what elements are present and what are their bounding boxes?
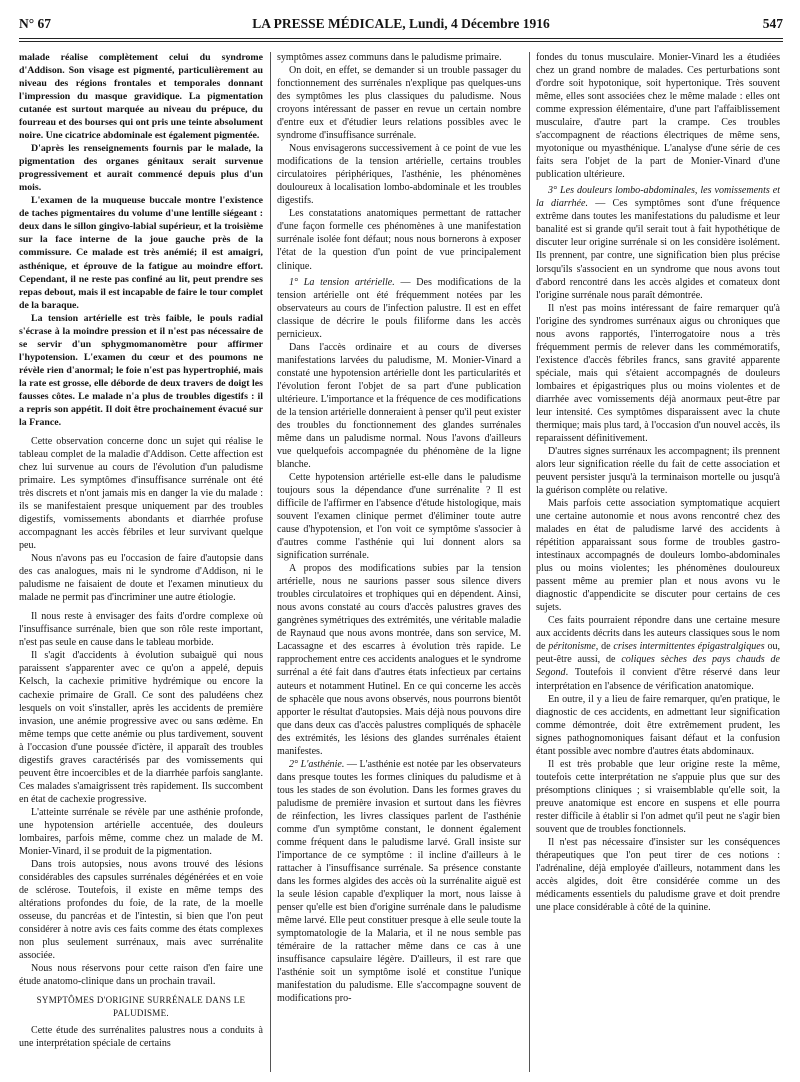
section-subheading: SYMPTÔMES D'ORIGINE SURRÉNALE DANS LE PALUDISME. [36, 995, 246, 1019]
paragraph: Cette observation concerne donc un sujet qui réalise le tableau complet de la maladie d'Addison. Cette affection est chez lui survenue au cours de l'évolution d'un paludisme primaire. Les symptômes d'insuffisance surrénale ont été très discrets et n'ont jamais mis en danger la vie du malade : ils se manifestaient presque uniquement par des troubles digestifs, vomissements abondants et diarrhée profuse accompagnant les accès fébriles et leur survivant quelque peu. [19, 435, 263, 552]
case-report-block [19, 51, 263, 429]
column-3 [536, 51, 780, 1073]
paragraph: L'examen de la muqueuse buccale montre l'existence de taches pigmentaires du volume d'une lentille siégeant : deux dans le sillon gingivo-labial supérieur, et la troisième sur la face interne de la joue gauche près de la commissure. Ce malade est très anémié; il est amaigri, asthénique, et éprouve de la fatigue au moindre effort. Cependant, il ne reste pas confiné au lit, peut prendre ses repas debout, mais il est incapable de faire le tour complet de la baraque. [19, 195, 263, 311]
paragraph: Cette hypotension artérielle est-elle dans le paludisme toujours sous la dépendance d'une surrénalite ? Il est difficile de l'affirmer en l'absence d'étude histologique, mais souvent l'examen clinique permet d'éliminer toute autre cause d'hypotension, et l'on voit ce symptôme s'associer à d'autres comme l'asthénie qui lui donnent alors sa signification surrénale. [277, 472, 521, 562]
column-2 [277, 51, 521, 1073]
section-lead: 2° L'asthénie. [289, 758, 345, 770]
paragraph-douleurs: 3° Les douleurs lombo-abdominales, les vomissements et la diarrhée. — Ces symptômes sont d'une fréquence extrême dans toutes les manifestations du paludisme et leur banalité est si grande qu'il serait tout à fait hypothétique de discuter leur origine surrénale si on les considère isolément. Ils prennent, par contre, une signification bien plus précise lorsqu'ils s'associent en un syndrome que nous avons tout d'abord rencontré dans les accès algides et comateux dont l'origine surrénale nous paraît démontrée. [536, 185, 780, 301]
column-1 [19, 51, 263, 1073]
paragraph: Nous n'avons pas eu l'occasion de faire d'autopsie dans des cas analogues, mais ni le syndrome d'Addison, ni le paludisme ne faisaient de doute et l'examen minutieux du malade ne permit pas d'incriminer une autre étiologie. [19, 553, 263, 604]
paragraph-asthenie: 2° L'asthénie. — L'asthénie est notée par les observateurs dans presque toutes les formes cliniques du paludisme et à tous les stades de son évolution. Dans les formes graves du paludisme de première invasion et surtout dans les fièvres de réinfection, les livres classiques parlent de l'asthénie comme d'un symptôme constant, le donnent également comme fréquent dans le paludisme larvé. Grall insiste sur l'importance de ce symptôme : il incline d'ailleurs à le rattacher à l'insuffisance surrénale. Sa présence constante dans les formes algides des accès où la surrénalite aiguë est la seule lésion capable d'expliquer la mort, nous laisse à penser qu'elle est bien d'origine surrénale dans le paludisme même larvé. Elle peut constituer presque à elle seule toute la symptomatologie de la Malaria, et il ne nous semble pas téméraire de la rattacher même dans ce cas à une insuffisance capsulaire légère. D'ailleurs, il est rare que l'asthénie soit un symptôme isolé et constitue l'unique manifestation du paludisme. Elle s'accompagne souvent de modifications pro- [277, 758, 521, 1005]
paragraph: En outre, il y a lieu de faire remarquer, qu'en pratique, le diagnostic de ces accidents, en admettant leur signification comme démontrée, doit être extrêmement prudent, les signes pathognomoniques faisant défaut et la confusion étant possible avec nombre d'autres états abdominaux. [536, 693, 780, 757]
page-number: 547 [762, 16, 783, 31]
paragraph: Il n'est pas nécessaire d'insister sur les conséquences thérapeutiques que l'on peut tirer de ces notions : l'adrénaline, déjà employée d'ailleurs, notamment dans les accès algides, doit être considérée comme un des médicaments essentiels du paludisme grave et doit prendre une place considérable à côté de la quinine. [536, 836, 780, 914]
paragraph: La tension artérielle est très faible, le pouls radial s'écrase à la moindre pression et il n'est pas nécessaire de se servir d'un sphygmomanomètre pour affirmer l'hypotension. L'examen du cœur et des poumons ne révèle rien d'anormal; le foie n'est pas hypertrophié, mais la rate est grosse, elle déborde de deux travers de doigt les fausses côtes. Le malade n'a plus de troubles digestifs : il a repris son appétit. Il doit être prochainement évacué sur la France. [19, 312, 263, 428]
paragraph: D'après les renseignements fournis par le malade, la pigmentation des organes génitaux serait survenue progressivement et aurait commencé depuis plus d'un mois. [19, 143, 263, 194]
paragraph-ces-faits: Ces faits pourraient répondre dans une certaine mesure aux accidents décrits dans les auteurs classiques sous le nom de péritonisme, de crises intermittentes épigastralgiques ou, peut-être aussi, de coliques sèches des pays chauds de Segond. Toutefois il convient d'être réservé dans leur interprétation en l'absence de vérification anatomique. [536, 615, 780, 692]
paragraph: Nous envisagerons successivement à ce point de vue les modifications de la tension artérielle, certains troubles circulatoires périphériques, l'asthénie, les phénomènes douloureux à localisation lombo-abdominale et les troubles digestifs. [277, 143, 521, 207]
section-lead: 1° La tension artérielle. [289, 276, 395, 288]
column-divider-1 [270, 52, 271, 1072]
paragraph: symptômes assez communs dans le paludisme primaire. [277, 52, 502, 63]
paragraph: Nous nous réservons pour cette raison d'en faire une étude anatomo-clinique dans un prochain travail. [19, 963, 263, 988]
column-divider-2 [529, 52, 530, 1072]
paragraph: Dans trois autopsies, nous avons trouvé des lésions considérables des capsules surrénales dégénérées et en voie de sclérose. Toutefois, il existe en même temps des altérations profondes du foie, de la rate, de la moelle osseuse, du pancréas et de l'intestin, si bien que l'on peut considérer à notre avis ces faits comme des états complexes non plus seulement surrénaux, mais avec surrénalite associée. [19, 858, 263, 962]
paragraph: A propos des modifications subies par la tension artérielle, nous ne saurions passer sous silence divers troubles circulatoires et trophiques qui en dépendent. Ainsi, nous avons constaté au cours d'accès palustres graves des gangrènes symétriques des extrémités, une véritable maladie de Raynaud que nous avons montrée, dans son service, M. Lacassagne et des escarres à évolution très rapide. Le rapprochement entre ces accidents analogues et le syndrome surrénal a été fait dans d'autres états infectieux par certains auteurs et notamment Hutinel. En ce qui concerne les accès de sphacèle que nous avons observés, nous pourrons bientôt apporter le résultat d'autopsies. Mais déjà nous pouvons dire que dans deux cas d'accès palustres compliqués de sphacèle des extrémités, les lésions des glandes surrénales étaient manifestes. [277, 563, 521, 757]
section-lead: 3° Les douleurs lombo-abdominales, les vomissements et la diarrhée. [536, 185, 780, 210]
paragraph: fondes du tonus musculaire. Monier-Vinard les a étudiées chez un grand nombre de malades. Ces perturbations sont d'ordre soit hypotonique, soit hypertonique. Très souvent même, elles sont associées chez le même malade : elles ont comme expression élémentaire, d'une part l'affaiblissement musculaire, d'autre part la crampe. Ces troubles s'accompagnent de réactions électriques de même sens, myotonique ou myasthénique. L'analyse d'une série de ces faits sera l'objet de la part de Monier-Vinard d'une publication ultérieure. [536, 52, 780, 181]
header-rule-top [19, 38, 783, 39]
paragraph: D'autres signes surrénaux les accompagnent; ils prennent alors leur signification réelle du fait de cette association et peuvent persister jusqu'à la terminaison mortelle ou jusqu'à la guérison complète ou relative. [536, 445, 780, 497]
paragraph: Dans l'accès ordinaire et au cours de diverses manifestations larvées du paludisme, M. Monier-Vinard a constaté une hypotension artérielle dont les particularités et l'évolution feront l'objet de sa part d'une publication ultérieure. L'importance et la fréquence de ces modifications de la tension artérielle donneraient à penser qu'il peut exister des troubles du fonctionnement des glandes surrénales même dans un paludisme normal. Nous l'avons d'ailleurs vue quelquefois accompagnée du phénomène de la ligne blanche. [277, 341, 521, 470]
paragraph: On doit, en effet, se demander si un trouble passager du fonctionnement des surrénales n'explique pas quelques-uns des symptômes les plus classiques du paludisme. Nous croyons intéressant de passer en revue un certain nombre d'entre eux et d'étudier leurs relations possibles avec le syndrome d'insuffisance surrénale. [277, 65, 521, 142]
paragraph: Les constatations anatomiques permettant de rattacher d'une façon formelle ces phénomènes à une manifestation surrénale isolée font défaut; nous nous bornerons à exposer l'état de la question d'un point de vue principalement clinique. [277, 208, 521, 272]
paragraph: malade réalise complètement celui du syndrome d'Addison. Son visage est pigmenté, particulièrement au niveau des régions frontales et temporales donnant l'impression du masque gravidique. La pigmentation cutanée est surtout marquée au niveau du prépuce, du fourreau et des bourses qui ont pris une teinte absolument noire. Une cicatrice abdominale est également pigmentée. [19, 52, 263, 142]
paragraph: Mais parfois cette association symptomatique acquiert une certaine autonomie et nous avons rencontré chez des malades en état de paludisme larvé des accidents à répétition apparaissant sous forme de troubles gastro-intestinaux accompagnés de douleurs lombo-abdominales plus ou moins violentes; les phénomènes douloureux passent même au premier plan et nous avons vu le diagnostic d'appendicite se discuter pour certains de ces sujets. [536, 498, 780, 614]
header-rule-bottom [19, 41, 783, 42]
paragraph: Il nous reste à envisager des faits d'ordre complexe où l'insuffisance surrénale, bien que son rôle reste important, n'est pas seule en cause dans le tableau morbide. [19, 611, 263, 649]
paragraph: L'atteinte surrénale se révèle par une asthénie profonde, une hypotension artérielle accentuée, des douleurs lombaires, parfois même, comme chez un malade de M. Monier-Vinard, il se produit de la pigmentation. [19, 806, 263, 857]
paragraph: Cette étude des surrénalites palustres nous a conduits à une interprétation spéciale de certains [19, 1025, 263, 1050]
paragraph-tension-arterielle: 1° La tension artérielle. — Des modifications de la tension artérielle ont été fréquemment notées par les observateurs au cours de l'infection palustre. Il est en effet classique de décrire le pouls filiforme dans les accès pernicieux. [277, 276, 521, 340]
journal-title-date: LA PRESSE MÉDICALE, Lundi, 4 Décembre 1916 [252, 16, 550, 31]
issue-number: N° 67 [19, 16, 52, 31]
paragraph: Il est très probable que leur origine reste la même, toutefois cette interprétation ne s'appuie plus que sur des présomptions cliniques ; si vraisemblable qu'elle soit, la preuve anatomique est encore en suspens et elle pourra rester difficile à établir si l'on admet qu'il peut ne s'agir bien souvent que de troubles fonctionnels. [536, 758, 780, 835]
paragraph: Il n'est pas moins intéressant de faire remarquer qu'à l'origine des syndromes surrénaux aigus ou chroniques que nous avons rapportés, l'interrogatoire nous a très fréquemment permis de relever dans les commémoratifs, l'existence d'accès fébriles francs, sans gravité apparente spéciale, mais qui s'étaient accompagnés de douleurs lombaires et épigastriques plus ou moins violentes et de diarrhée avec vomissements déjà anormaux peut-être par leur intensité. Ces symptômes disparaissent avec la chute thermique; mais plus tard, à l'occasion d'un nouvel accès, ils reparaissent définitivement. [536, 302, 780, 444]
running-header [19, 16, 783, 34]
paragraph: Il s'agit d'accidents à évolution subaiguë qui nous paraissent s'apparenter avec ce qu'on a appelé, depuis Kelsch, la cachexie primitive hydrémique ou encore la cachexie primaire de Grall. Ce sont des paludéens chez lesquels on voit s'installer, après les accidents de première invasion, une anémie progressive avec ou sans œdème. En même temps que cette anémie ou plus tardivement, souvent à l'occasion d'une poussée d'ictère, il apparaît des troubles digestifs graves caractérisés par des vomissements qui peuvent être incoercibles et de la diarrhée parfois sanglante. Ces malades s'amaigrissent très rapidement. Ils succombent en état de cachexie progressive. [19, 650, 263, 805]
